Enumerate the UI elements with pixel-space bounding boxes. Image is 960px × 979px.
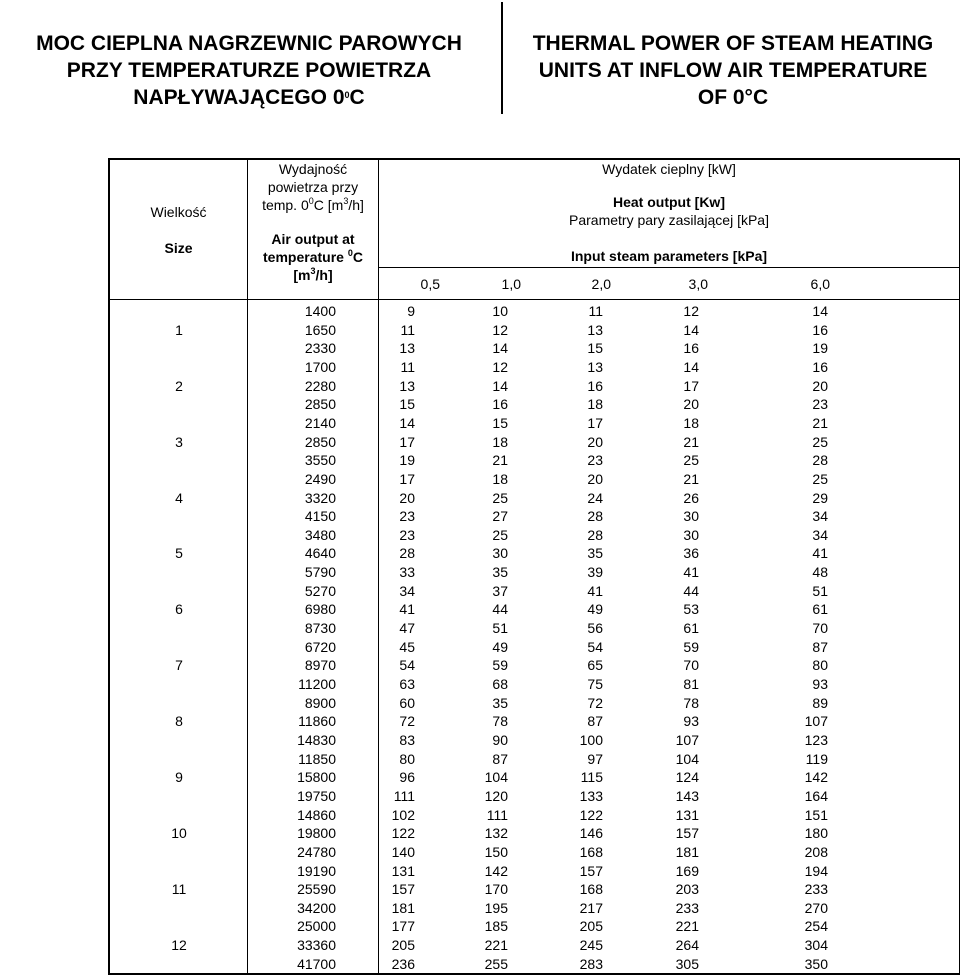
title-english	[506, 30, 960, 111]
heat-output-cell: 23	[399, 508, 415, 525]
heat-output-cell: 9	[407, 303, 415, 319]
heat-output-cell: 111	[486, 806, 508, 823]
heat-output-cell: 146	[579, 825, 603, 842]
air-output-cell: 8900	[304, 694, 336, 711]
heat-output-cell: 25	[492, 526, 508, 543]
heat-output-cell: 48	[812, 564, 828, 581]
air-output-cell: 25000	[297, 918, 336, 935]
size-cell: 6	[175, 601, 183, 618]
heat-output-cell: 14	[492, 340, 508, 357]
heat-output-cell: 28	[587, 508, 603, 525]
heat-output-cell: 119	[805, 750, 828, 767]
heat-output-cell: 142	[804, 769, 828, 786]
air-output-cell: 5270	[304, 582, 336, 599]
heat-output-cell: 270	[804, 899, 828, 916]
heat-output-cell: 87	[492, 750, 508, 767]
heat-output-cell: 87	[812, 638, 828, 655]
heat-output-cell: 17	[587, 414, 603, 431]
air-output-cell: 3480	[304, 526, 336, 543]
heat-output-cell: 169	[675, 862, 699, 879]
air-output-cell: 2850	[304, 396, 336, 413]
heat-output-cell: 61	[683, 620, 699, 637]
size-cell: 11	[171, 881, 187, 898]
heat-output-cell: 68	[492, 676, 508, 692]
size-cell: 9	[175, 769, 183, 786]
heat-output-cell: 78	[492, 713, 508, 730]
heat-output-cell: 304	[804, 937, 828, 954]
heat-output-cell: 63	[399, 676, 415, 692]
heat-output-cell: 15	[492, 414, 508, 431]
air-output-cell: 19800	[297, 825, 336, 842]
heat-output-cell: 14	[399, 414, 415, 431]
air-output-cell: 3550	[304, 452, 336, 469]
air-output-cell: 33360	[297, 937, 336, 954]
heat-output-cell: 60	[399, 694, 415, 711]
air-output-cell: 5790	[304, 564, 336, 581]
heat-output-cell: 78	[683, 694, 699, 711]
heat-output-cell: 12	[683, 303, 699, 319]
size-cell: 12	[171, 937, 187, 954]
heat-output-cell: 16	[812, 321, 828, 338]
heat-output-cell: 47	[399, 620, 415, 637]
heat-output-cell: 81	[683, 676, 699, 692]
heat-output-cell: 20	[399, 489, 415, 506]
heat-output-cell: 33	[399, 564, 415, 581]
heat-output-cell: 93	[683, 713, 699, 730]
pressure-header-4: 3,0	[688, 276, 708, 292]
air-output-cell: 11200	[298, 676, 336, 692]
air-output-cell: 19190	[297, 862, 336, 879]
heat-output-cell: 185	[484, 918, 508, 935]
heat-output-cell: 34	[399, 582, 415, 599]
size-cell: 5	[175, 545, 183, 562]
heat-output-cell: 65	[587, 657, 603, 674]
air-output-cell: 1650	[304, 321, 336, 338]
air-output-cell: 2140	[304, 414, 336, 431]
heat-output-cell: 305	[675, 955, 699, 972]
size-cell: 4	[175, 489, 183, 506]
heat-output-cell: 56	[587, 620, 603, 637]
heat-output-cell: 157	[579, 862, 603, 879]
heat-output-cell: 14	[683, 321, 699, 338]
heat-output-cell: 36	[683, 545, 699, 562]
heat-output-cell: 20	[587, 433, 603, 450]
heat-output-cell: 18	[683, 414, 699, 431]
heat-output-cell: 10	[492, 303, 508, 319]
heat-output-cell: 30	[683, 508, 699, 525]
air-output-cell: 1400	[304, 303, 336, 319]
heat-output-cell: 70	[812, 620, 828, 637]
heat-output-cell: 44	[492, 601, 508, 618]
heat-output-cell: 12	[492, 321, 508, 338]
heat-output-cell: 96	[399, 769, 415, 786]
heat-output-cell: 61	[812, 601, 828, 618]
heat-output-cell: 11	[400, 321, 415, 338]
heat-output-cell: 26	[683, 489, 699, 506]
heat-output-cell: 30	[492, 545, 508, 562]
air-output-cell: 14830	[297, 731, 336, 748]
pressure-header-2: 1,0	[501, 276, 521, 292]
heat-output-cell: 45	[399, 638, 415, 655]
heat-output-cell: 28	[812, 452, 828, 469]
header-divider-pressures	[378, 267, 959, 268]
heat-output-cell: 23	[587, 452, 603, 469]
heat-output-cell: 164	[804, 787, 828, 804]
air-output-cell: 1700	[304, 358, 336, 375]
air-output-cell: 8970	[304, 657, 336, 674]
heat-output-cell: 16	[683, 340, 699, 357]
size-cell: 7	[175, 657, 183, 674]
heat-output-cell: 100	[579, 731, 603, 748]
heat-output-cell: 24	[587, 489, 603, 506]
air-header-en-1: Air output at	[271, 231, 355, 247]
heat-output-cell: 53	[683, 601, 699, 618]
air-output-cell: 15800	[297, 769, 336, 786]
heat-output-cell: 70	[683, 657, 699, 674]
air-output-cell: 2490	[304, 470, 336, 487]
size-cell: 3	[175, 433, 183, 450]
heat-output-cell: 34	[812, 508, 828, 525]
heat-output-cell: 221	[484, 937, 508, 954]
heat-output-cell: 19	[399, 452, 415, 469]
air-header-pl-1: Wydajność	[278, 161, 348, 177]
heat-output-cell: 28	[587, 526, 603, 543]
heat-output-cell: 21	[683, 470, 699, 487]
heat-output-cell: 12	[492, 358, 508, 375]
size-cell: 8	[175, 713, 183, 730]
heat-output-cell: 245	[579, 937, 603, 954]
heat-output-cell: 115	[580, 769, 603, 786]
heat-output-cell: 72	[587, 694, 603, 711]
heat-output-cell: 107	[675, 731, 699, 748]
air-output-cell: 2330	[304, 340, 336, 357]
heat-output-cell: 54	[587, 638, 603, 655]
heat-output-cell: 11	[400, 358, 415, 375]
heat-output-cell: 13	[399, 340, 415, 357]
pressure-header-5: 6,0	[810, 276, 830, 292]
air-output-cell: 2850	[304, 433, 336, 450]
heat-output-cell: 17	[683, 377, 699, 394]
title-pl-line-2: PRZY TEMPERATURZE POWIETRZA	[66, 59, 432, 82]
heat-output-cell: 123	[804, 731, 828, 748]
heat-output-cell: 131	[391, 862, 415, 879]
air-header-en-3: $[m^3/h]$	[293, 266, 333, 283]
heat-output-cell: 28	[399, 545, 415, 562]
heat-output-cell: 20	[683, 396, 699, 413]
air-output-cell: 6980	[304, 601, 336, 618]
title-pl-line-1: MOC CIEPLNA NAGRZEWNIC PAROWYCH	[36, 32, 462, 55]
air-output-cell: 3320	[304, 489, 336, 506]
heat-output-cell: 51	[492, 620, 508, 637]
heat-output-cell: 83	[399, 731, 415, 748]
heat-output-cell: 18	[492, 433, 508, 450]
heat-output-cell: 157	[391, 881, 415, 898]
air-output-cell: 25590	[297, 881, 336, 898]
heat-output-cell: 124	[675, 769, 699, 786]
heat-output-cell: 11	[588, 303, 603, 319]
heat-output-cell: 111	[393, 787, 415, 804]
heat-output-cell: 180	[804, 825, 828, 842]
air-output-cell: 8730	[304, 620, 336, 637]
air-output-cell: 6720	[304, 638, 336, 655]
heat-output-cell: 15	[587, 340, 603, 357]
air-output-cell: 2280	[304, 377, 336, 394]
heat-output-cell: 44	[683, 582, 699, 599]
heat-output-cell: 13	[587, 321, 603, 338]
heat-output-cell: 41	[812, 545, 828, 562]
heat-output-cell: 35	[492, 564, 508, 581]
heat-output-cell: 205	[579, 918, 603, 935]
steam-params-header-pl: Parametry pary zasilającej [kPa]	[569, 212, 769, 228]
heat-output-cell: 181	[675, 843, 699, 860]
heat-output-cell: 14	[812, 303, 828, 319]
heat-output-cell: 133	[579, 787, 603, 804]
heat-output-cell: 194	[804, 862, 828, 879]
heat-output-cell: 35	[492, 694, 508, 711]
pressure-header-1: 0,5	[420, 276, 440, 292]
heat-output-cell: 97	[587, 750, 603, 767]
heat-output-cell: 16	[812, 358, 828, 375]
steam-params-header-en: Input steam parameters [kPa]	[570, 248, 768, 264]
air-output-cell: 11850	[298, 750, 336, 767]
heat-output-cell: 203	[675, 881, 699, 898]
heat-output-cell: 93	[812, 676, 828, 692]
heat-output-header-en: Heat output [Kw]	[613, 194, 725, 210]
heat-output-cell: 122	[579, 806, 603, 823]
heat-output-cell: 255	[484, 955, 508, 972]
heat-output-cell: 157	[675, 825, 699, 842]
heat-output-cell: 80	[399, 750, 415, 767]
air-output-cell: 41700	[297, 955, 336, 972]
heat-output-cell: 217	[579, 899, 603, 916]
heat-output-cell: 104	[675, 750, 699, 767]
heat-output-cell: 168	[579, 843, 603, 860]
heat-output-cell: 21	[812, 414, 828, 431]
heat-output-cell: 21	[683, 433, 699, 450]
heat-output-cell: 41	[683, 564, 699, 581]
heat-output-cell: 25	[812, 470, 828, 487]
heat-output-cell: 34	[812, 526, 828, 543]
heat-output-cell: 168	[579, 881, 603, 898]
heat-output-cell: 49	[492, 638, 508, 655]
heat-output-cell: 264	[675, 937, 699, 954]
heat-output-cell: 20	[587, 470, 603, 487]
heat-output-cell: 142	[484, 862, 508, 879]
heat-output-cell: 30	[683, 526, 699, 543]
heat-output-cell: 221	[675, 918, 699, 935]
heat-output-cell: 150	[484, 843, 508, 860]
heat-output-cell: 205	[391, 937, 415, 954]
title-en-line-1: THERMAL POWER OF STEAM HEATING	[532, 32, 934, 55]
title-pl-line-3: NAPŁYWAJĄCEGO $0^0C$	[133, 86, 365, 109]
heat-output-cell: 140	[391, 843, 415, 860]
air-output-cell: 14860	[297, 806, 336, 823]
heat-output-cell: 89	[812, 694, 828, 711]
size-header-pl: Wielkość	[150, 204, 207, 220]
heat-output-cell: 41	[587, 582, 603, 599]
heat-output-cell: 80	[812, 657, 828, 674]
air-output-cell: 19750	[297, 787, 336, 804]
size-cell: 1	[175, 321, 183, 338]
air-output-cell: 11860	[298, 713, 336, 730]
title-divider	[501, 2, 503, 114]
heating-output-table	[108, 158, 960, 975]
size-header-en: Size	[164, 240, 193, 256]
heat-output-cell: 14	[492, 377, 508, 394]
heat-output-cell: 27	[492, 508, 508, 525]
heat-output-cell: 15	[399, 396, 415, 413]
heat-output-cell: 49	[587, 601, 603, 618]
heat-output-cell: 170	[484, 881, 508, 898]
size-cell: 2	[175, 377, 183, 394]
heat-output-cell: 254	[804, 918, 828, 935]
heat-output-cell: 120	[484, 787, 508, 804]
heat-output-cell: 13	[399, 377, 415, 394]
heat-output-cell: 23	[399, 526, 415, 543]
heat-output-cell: 177	[391, 918, 415, 935]
heat-output-cell: 132	[484, 825, 508, 842]
heat-output-cell: 20	[812, 377, 828, 394]
air-header-pl-2: powietrza przy	[267, 179, 359, 195]
heat-output-cell: 59	[492, 657, 508, 674]
heat-output-cell: 51	[812, 582, 828, 599]
heat-output-cell: 23	[812, 396, 828, 413]
air-output-cell: 24780	[297, 843, 336, 860]
heat-output-cell: 41	[399, 601, 415, 618]
heat-output-cell: 87	[587, 713, 603, 730]
heat-output-cell: 14	[683, 358, 699, 375]
heat-output-header-pl: Wydatek cieplny [kW]	[602, 161, 736, 177]
heat-output-cell: 19	[812, 340, 828, 357]
header-bottom-border	[110, 299, 959, 300]
heat-output-cell: 104	[484, 769, 508, 786]
heat-output-cell: 29	[812, 489, 828, 506]
heat-output-cell: 75	[587, 676, 603, 692]
heat-output-cell: 350	[804, 955, 828, 972]
heat-output-cell: 107	[804, 713, 828, 730]
heat-output-cell: 143	[675, 787, 699, 804]
air-header-en-2: temperature $^0$C	[263, 248, 363, 265]
heat-output-cell: 236	[391, 955, 415, 972]
heat-output-cell: 16	[492, 396, 508, 413]
heat-output-cell: 17	[399, 433, 415, 450]
heat-output-cell: 37	[492, 582, 508, 599]
heat-output-cell: 35	[587, 545, 603, 562]
heat-output-cell: 151	[804, 806, 828, 823]
title-en-line-2: UNITS AT INFLOW AIR TEMPERATURE	[538, 59, 928, 82]
air-output-cell: 4640	[304, 545, 336, 562]
heat-output-cell: 195	[484, 899, 508, 916]
heat-output-cell: 90	[492, 731, 508, 748]
heat-output-cell: 25	[683, 452, 699, 469]
heat-output-cell: 39	[587, 564, 603, 581]
heat-output-cell: 102	[391, 806, 415, 823]
heat-output-cell: 122	[391, 825, 415, 842]
heat-output-cell: 17	[399, 470, 415, 487]
heat-output-cell: 233	[675, 899, 699, 916]
air-header-pl-3: temp. $0^0C$ $[m^3/h]$	[262, 196, 364, 213]
heat-output-cell: 181	[391, 899, 415, 916]
air-output-cell: 34200	[297, 899, 336, 916]
pressure-header-3: 2,0	[591, 276, 611, 292]
heat-output-cell: 54	[399, 657, 415, 674]
heat-output-cell: 283	[579, 955, 603, 972]
heat-output-cell: 131	[675, 806, 699, 823]
heat-output-cell: 25	[812, 433, 828, 450]
title-en-line-3: OF 0°C	[697, 86, 769, 109]
heat-output-cell: 18	[492, 470, 508, 487]
heat-output-cell: 25	[492, 489, 508, 506]
title-polish	[0, 30, 498, 111]
size-cell: 10	[171, 825, 187, 842]
heat-output-cell: 21	[492, 452, 508, 469]
heat-output-cell: 18	[587, 396, 603, 413]
heat-output-cell: 208	[804, 843, 828, 860]
heat-output-cell: 16	[587, 377, 603, 394]
air-output-cell: 4150	[304, 508, 336, 525]
heat-output-cell: 233	[804, 881, 828, 898]
heat-output-cell: 13	[587, 358, 603, 375]
heat-output-cell: 59	[683, 638, 699, 655]
heat-output-cell: 72	[399, 713, 415, 730]
